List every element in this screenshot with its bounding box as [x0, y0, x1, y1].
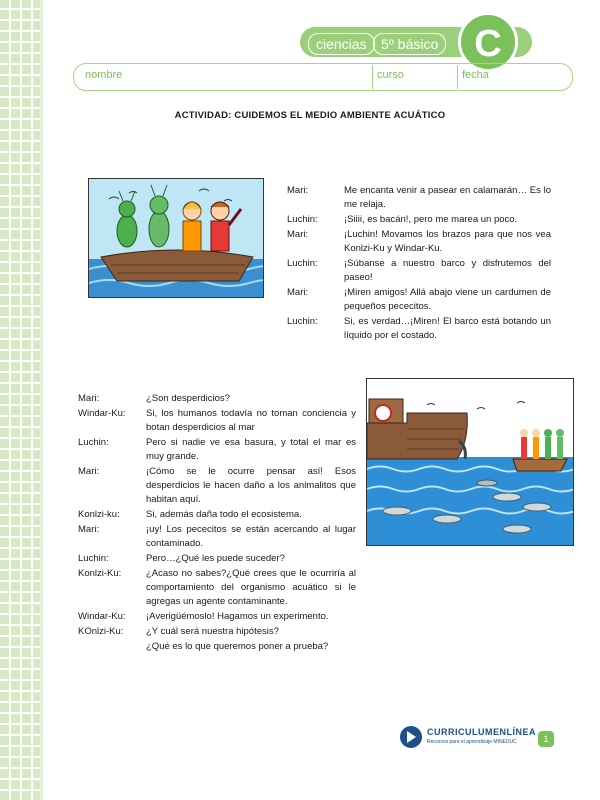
speaker: Konlzi-ku:	[78, 509, 120, 520]
line-text: ¿Acaso no sabes?¿Qué crees que le ocurriría al comportamiento del organismo acuático si le agregas un agente contaminante.	[146, 568, 356, 607]
dialogue-block-2	[78, 392, 356, 655]
line-text: ¡Súbanse a nuestro barco y disfrutemos del paseo!	[344, 258, 551, 283]
speaker: Luchin:	[287, 214, 318, 225]
speaker: KOnlzi-Ku:	[78, 626, 124, 637]
line-text: Pero…¿Qué les puede suceder?	[146, 553, 285, 564]
speaker: Mari:	[287, 229, 309, 240]
line-text: ¡Miren amigos! Allá abajo viene un cardumen de pequeños pececitos.	[344, 287, 551, 312]
speaker: Konlzi-Ku:	[78, 568, 122, 579]
line-text: ¡Luchin! Movamos los brazos para que nos vea Konlzi-Ku y Windar-Ku.	[344, 229, 551, 254]
dialogue-line	[78, 567, 356, 609]
name-field-label: nombre	[85, 69, 123, 81]
line-text: ¡Cómo se le ocurre pensar así! Esos desperdicios le hacen daño a los animalitos que habitan aquí.	[146, 466, 356, 505]
line-text: Pero si nadie ve esa basura, y total el mar es muy grande.	[146, 437, 356, 462]
subject-label: ciencias	[308, 33, 375, 55]
dialogue-line	[78, 407, 356, 435]
grade-label: 5º básico	[373, 33, 446, 55]
speaker: Mari:	[287, 185, 309, 196]
subject-letter-badge: C	[458, 12, 518, 72]
line-text: ¿Qué es lo que queremos poner a prueba?	[146, 641, 329, 652]
line-text: ¿Son desperdicios?	[146, 393, 230, 404]
dialogue-line	[78, 552, 356, 566]
line-text: ¡Averigüémoslo! Hagamos un experimento.	[146, 611, 329, 622]
dialogue-line	[78, 523, 356, 551]
line-text: Si, además daña todo el ecosistema.	[146, 509, 302, 520]
dialogue-line	[287, 286, 551, 314]
line-text: Me encanta venir a pasear en calamarán… Es lo me relaja.	[344, 185, 551, 210]
dialogue-line	[78, 392, 356, 406]
logo-tagline: Recursos para el aprendizaje MINEDUC	[427, 739, 517, 745]
speaker: Mari:	[78, 466, 100, 477]
dialogue-line	[78, 610, 356, 624]
play-logo-icon	[400, 726, 422, 748]
dialogue-line	[287, 315, 551, 343]
logo-name: CURRICULUMENLÍNEA	[427, 727, 536, 737]
boat-illustration-2	[366, 378, 574, 546]
speaker: Luchin:	[78, 553, 109, 564]
speaker: Luchin:	[287, 316, 318, 327]
divider	[457, 65, 458, 89]
course-field-label: curso	[377, 69, 404, 81]
speaker: Luchin:	[78, 437, 109, 448]
dialogue-line	[287, 257, 551, 285]
dialogue-line	[78, 640, 356, 654]
date-field-label: fecha	[462, 69, 489, 81]
speaker	[78, 640, 146, 654]
curriculum-logo	[400, 725, 536, 751]
dialogue-block-1	[287, 184, 551, 344]
dialogue-line	[78, 436, 356, 464]
dialogue-line	[287, 213, 551, 227]
divider	[372, 65, 373, 89]
line-text: ¡uy! Los pececitos se están acercando al lugar contaminado.	[146, 524, 356, 549]
speaker: Windar-Ku:	[78, 611, 126, 622]
speaker: Windar-Ku:	[78, 408, 126, 419]
line-text: ¿Y cuál será nuestra hipótesis?	[146, 626, 279, 637]
speaker: Mari:	[287, 287, 309, 298]
page-number: 1	[538, 731, 554, 747]
dialogue-line	[78, 625, 356, 639]
line-text: ¡Siiii, es bacán!, pero me marea un poco.	[344, 214, 518, 225]
dialogue-line	[287, 184, 551, 212]
dialogue-line	[78, 465, 356, 507]
boat-illustration-1	[88, 178, 264, 298]
student-info-bar[interactable]	[73, 63, 573, 91]
speaker: Mari:	[78, 524, 100, 535]
line-text: Si, los humanos todavía no toman conciencia y botan desperdicios al mar	[146, 408, 356, 433]
dialogue-line	[287, 228, 551, 256]
speaker: Mari:	[78, 393, 100, 404]
dialogue-line	[78, 508, 356, 522]
activity-title: ACTIVIDAD: CUIDEMOS EL MEDIO AMBIENTE ACUÁTICO	[174, 110, 446, 121]
speaker: Luchin:	[287, 258, 318, 269]
line-text: Si, es verdad…¡Miren! El barco está botando un líquido por el costado.	[344, 316, 551, 341]
